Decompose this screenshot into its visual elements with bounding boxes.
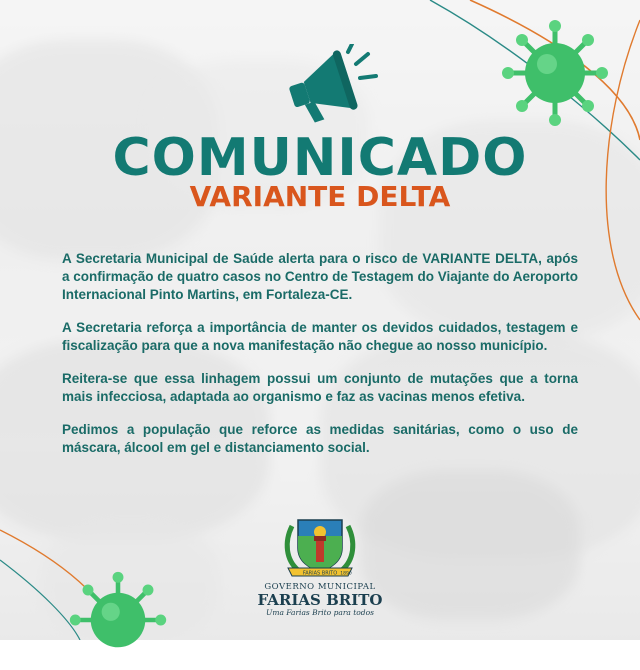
virus-icon xyxy=(68,570,168,670)
logo-tagline: Uma Farias Brito para todos xyxy=(266,608,374,617)
logo-line-1: GOVERNO MUNICIPAL xyxy=(264,582,376,592)
megaphone-icon xyxy=(282,44,378,126)
page-subtitle: VARIANTE DELTA xyxy=(189,180,451,213)
paragraph: Reitera-se que essa linhagem possui um conjunto de mutações que a torna mais infecciosa, adaptada ao organismo e faz as vacinas menos efetiva. xyxy=(62,371,578,404)
coat-of-arms-icon xyxy=(282,514,358,580)
paragraph: A Secretaria Municipal de Saúde alerta para o risco de VARIANTE DELTA, após a confirmação de quatro casos no Centro de Testagem do Viajante do Aeroporto Internacional Pinto Martins, em Fortaleza-CE. xyxy=(62,251,578,302)
municipal-logo xyxy=(252,514,388,632)
page-title: COMUNICADO xyxy=(112,128,528,188)
seal-text: FARIAS BRITO xyxy=(302,570,338,577)
seal-year: 1890 xyxy=(340,571,352,577)
virus-icon xyxy=(500,18,610,128)
logo-line-2: FARIAS BRITO xyxy=(257,591,383,609)
paragraph: Pedimos a população que reforce as medidas sanitárias, como o uso de máscara, álcool em gel e distanciamento social. xyxy=(62,422,578,455)
paragraph: A Secretaria reforça a importância de manter os devidos cuidados, testagem e fiscalização para que a nova manifestação não chegue ao nosso município. xyxy=(62,320,578,353)
announcement-body xyxy=(62,250,578,472)
